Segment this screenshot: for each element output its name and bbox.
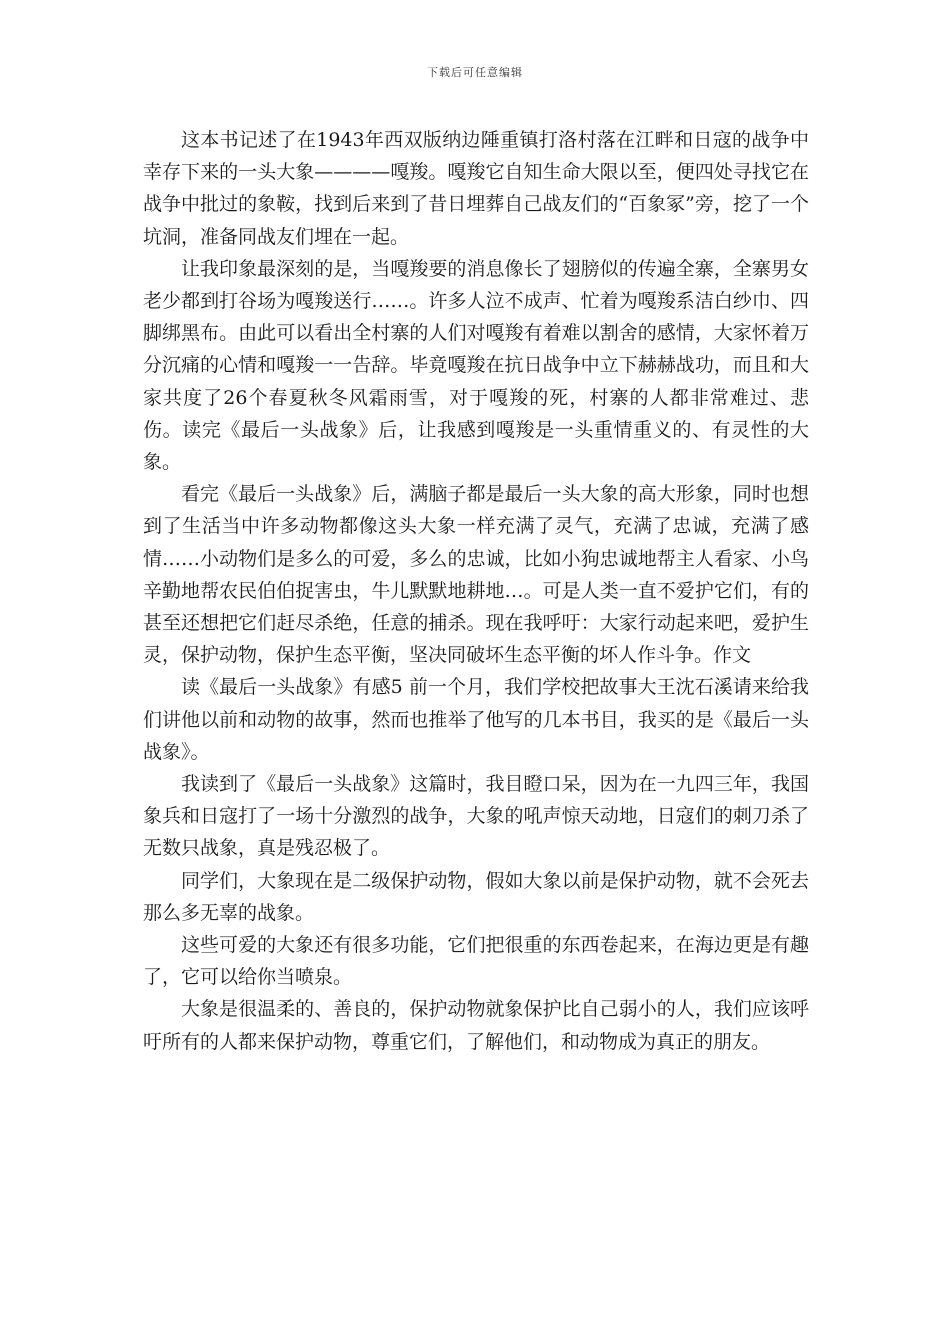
paragraph-6: 同学们，大象现在是二级保护动物，假如大象以前是保护动物，就不会死去那么多无辜的战象。 xyxy=(143,869,809,924)
paragraph-7: 这些可爱的大象还有很多功能，它们把很重的东西卷起来，在海边更是有趣了，它可以给你当喷泉。 xyxy=(143,934,809,989)
paragraph-8: 大象是很温柔的、善良的，保护动物就象保护比自己弱小的人，我们应该呼吁所有的人都来保护动物，尊重它们，了解他们，和动物成为真正的朋友。 xyxy=(143,998,809,1053)
paragraph-5: 我读到了《最后一头战象》这篇时，我目瞪口呆，因为在一九四三年，我国象兵和日寇打了一场十分激烈的战争，大象的吼声惊天动地，日寇们的刺刀杀了无数只战象，真是残忍极了。 xyxy=(143,773,809,860)
paragraph-1: 这本书记述了在1943年西双版纳边陲重镇打洛村落在江畔和日寇的战争中幸存下来的一头大象————嘎羧。嘎羧它自知生命大限以至，便四处寻找它在战争中批过的象鞍，找到后来到了昔日埋葬自己战友们的“百象冢”旁，挖了一个坑洞，准备同战友们埋在一起。 xyxy=(143,129,809,248)
page-header: 下载后可任意编辑 xyxy=(427,66,523,79)
paragraph-3: 看完《最后一头战象》后，满脑子都是最后一头大象的高大形象，同时也想到了生活当中许多动物都像这头大象一样充满了灵气，充满了忠诚，充满了感情……小动物们是多么的可爱，多么的忠诚，比如小狗忠诚地帮主人看家、小鸟辛勤地帮农民伯伯捉害虫，牛儿默默地耕地…。可是人类一直不爱护它们，有的甚至还想把它们赶尽杀绝，任意的捕杀。现在我呼吁：大家行动起来吧，爱护生灵，保护动物，保护生态平衡，坚决同破坏生态平衡的坏人作斗争。作文 xyxy=(143,483,809,667)
paragraph-4: 读《最后一头战象》有感5 前一个月，我们学校把故事大王沈石溪请来给我们讲他以前和动物的故事，然而也推举了他写的几本书目，我买的是《最后一头战象》。 xyxy=(143,676,809,763)
document-body xyxy=(143,124,809,1058)
paragraph-2: 让我印象最深刻的是，当嘎羧要的消息像长了翅膀似的传遍全寨，全寨男女老少都到打谷场为嘎羧送行……。许多人泣不成声、忙着为嘎羧系洁白纱巾、四脚绑黑布。由此可以看出全村寨的人们对嘎羧有着难以割舍的感情，大家怀着万分沉痛的心情和嘎羧一一告辞。毕竟嘎羧在抗日战争中立下赫赫战功，而且和大家共度了26个春夏秋冬风霜雨雪，对于嘎羧的死，村寨的人都非常难过、悲伤。读完《最后一头战象》后，让我感到嘎羧是一头重情重义的、有灵性的大象。 xyxy=(143,257,809,474)
